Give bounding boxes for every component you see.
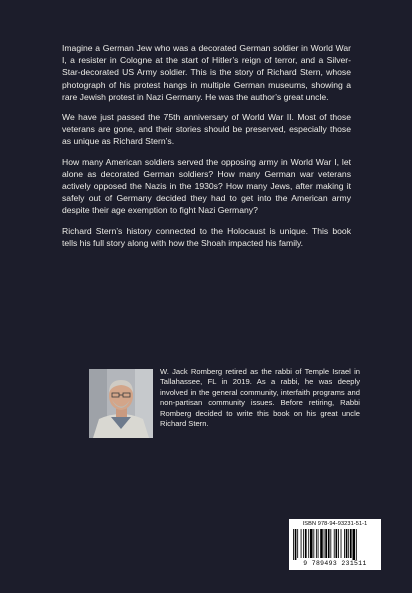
barcode-bar [301,529,302,558]
author-bio: W. Jack Romberg retired as the rabbi of Temple Israel in Tallahassee, FL in 2019. As a rabbi, he was deeply involved in the general community, interfaith programs and non-partisan community issues. Before retiring, Rabbi Romberg decided to write this book on his great uncle Richard Stern. [160,367,360,429]
barcode-bar [310,529,313,558]
author-portrait-image [89,369,153,438]
author-photo [89,369,153,438]
barcode-bar [341,529,342,558]
barcode-bar [330,529,331,558]
barcode-bar [295,529,297,560]
barcode-bar [356,529,357,560]
book-blurb [62,42,351,257]
barcode-bar [328,529,330,558]
barcode-bar [297,529,298,558]
barcode-bar [318,529,319,558]
barcode-bar [303,529,304,558]
barcode-bar [334,529,335,558]
barcode-digits: 9 789493 231511 [303,560,367,567]
barcode-bar [344,529,345,558]
barcode-bar [353,529,356,560]
barcode-bar [316,529,317,558]
isbn-barcode [289,519,381,570]
barcode-bar [293,529,294,560]
barcode-bar [338,529,339,558]
barcode-bar [350,529,352,558]
barcode-bar [313,529,314,558]
barcode-bar [308,529,309,558]
barcode-bar [320,529,323,558]
blurb-paragraph: How many American soldiers served the opposing army in World War I, let alone as decorated German soldiers? How many German war veterans actively opposed the Nazis in the 1930s? How many Jews, after making it safely out of Germany decided they had to get into the American army despite their age exemption to fight Nazi Germany? [62,156,351,216]
barcode-bar [346,529,348,558]
barcode-bars [293,529,377,560]
barcode-bar [305,529,307,558]
barcode-bar [325,529,327,558]
barcode-bar [324,529,325,558]
isbn-label: ISBN 978-94-93231-51-1 [302,521,368,527]
blurb-paragraph: Imagine a German Jew who was a decorated German soldier in World War I, a resister in Cologne at the start of Hitler’s reign of terror, and a Silver-Star-decorated US Army soldier. This is the story of Richard Stern, whose photograph of his protest hangs in multiple German museums, showing a rare Jewish protest in Nazi Germany. He was the author’s great uncle. [62,43,351,102]
blurb-paragraph: Richard Stern’s history connected to the Holocaust is unique. This book tells his full story along with how the Shoah impacted his family. [62,225,351,248]
barcode-bar [336,529,338,558]
blurb-paragraph: We have just passed the 75th anniversary of World War II. Most of those veterans are gone, and their stories should be preserved, especially those as unique as Richard Stern’s. [62,112,351,147]
barcode-bar [348,529,349,558]
